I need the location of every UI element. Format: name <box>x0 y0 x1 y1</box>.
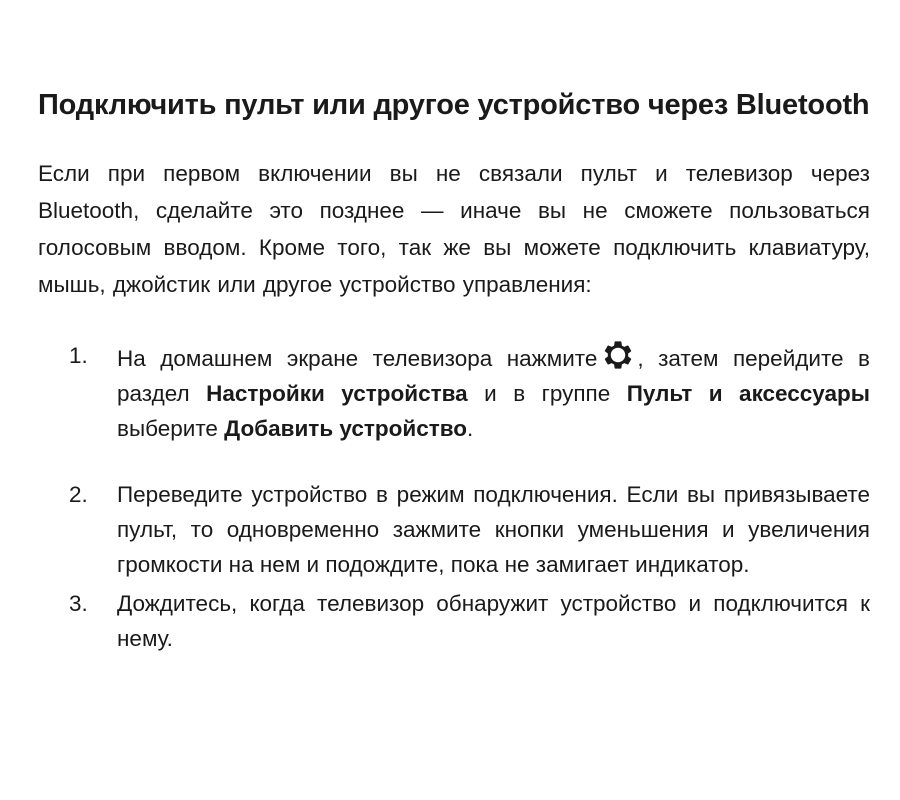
steps-list <box>38 338 870 656</box>
step-text: На домашнем экране телевизора нажмите <box>117 346 598 371</box>
step-text: . <box>467 416 474 441</box>
step-text: и в группе <box>467 381 627 406</box>
intro-paragraph: Если при первом включении вы не связали пульт и телевизор через Bluetooth, сделайте это позднее — иначе вы не сможете пользоваться голосовым вводом. Кроме того, так же вы можете подключить клавиатуру, мышь, джойстик или другое устройство управления: <box>38 161 870 297</box>
step-number: 1. <box>69 343 88 368</box>
list-item-step-3 <box>38 586 870 656</box>
list-item-step-2 <box>38 477 870 582</box>
page-title: Подключить пульт или другое устройство через Bluetooth <box>38 89 870 121</box>
list-item-step-1 <box>38 338 870 446</box>
step-text: выберите <box>117 416 225 441</box>
instruction-page <box>38 82 870 656</box>
step-text: , затем перейдите в раздел <box>117 346 870 406</box>
menu-path-add-device: Добавить устройство <box>224 416 468 441</box>
step-number: 3. <box>69 591 88 616</box>
menu-path-remote-accessories: Пульт и аксессуары <box>626 381 870 406</box>
step-number: 2. <box>69 482 88 507</box>
menu-path-device-settings: Настройки устройства <box>206 381 468 406</box>
step-text: Переведите устройство в режим подключения. Если вы привязываете пульт, то одновременно зажмите кнопки уменьшения и увеличения громкости на нем и подождите, пока не замигает индикатор. <box>117 482 870 577</box>
gear-icon <box>601 338 635 372</box>
step-text: Дождитесь, когда телевизор обнаружит устройство и подключится к нему. <box>117 591 870 651</box>
